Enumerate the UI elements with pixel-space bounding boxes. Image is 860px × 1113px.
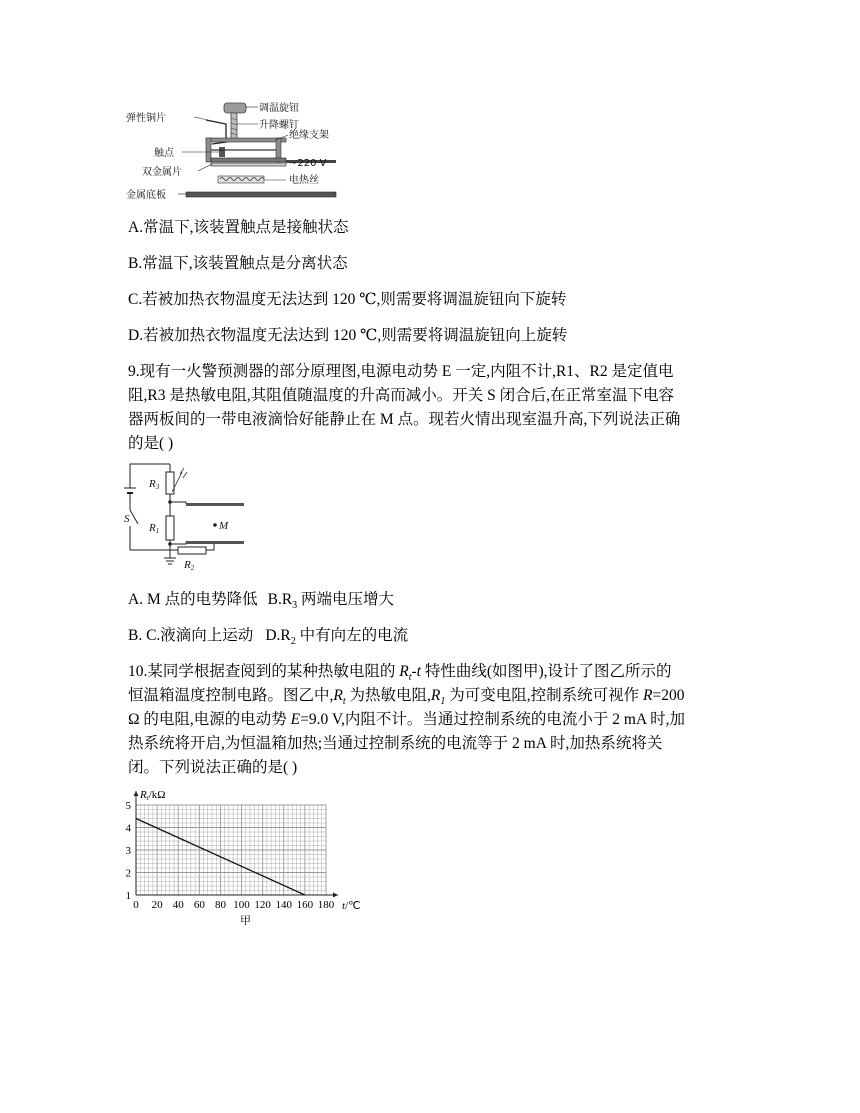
q9-stem-line-4: 的是( )	[128, 435, 174, 452]
switch-s	[130, 510, 138, 524]
x-tick-label: 120	[254, 899, 271, 911]
capacitor-top-plate	[186, 503, 244, 506]
q8-option-a: A.常温下,该装置触点是接触状态	[128, 219, 349, 236]
chart-xlabel: t/℃	[342, 900, 361, 912]
y-tick-label: 2	[125, 867, 131, 880]
x-tick-label: 40	[172, 899, 184, 911]
q10-stem-line-5: 闭。下列说法正确的是( )	[128, 759, 298, 776]
bimetal-strip	[211, 158, 286, 162]
x-tick-label: 60	[193, 899, 205, 911]
label-contact: 触点	[154, 148, 174, 159]
label-base: 金属底板	[126, 190, 166, 201]
label-screw: 升降螺钉	[259, 120, 299, 131]
label-r3: R3	[149, 478, 160, 491]
q10-stem-line-1: 10.某同学根据查阅到的某种热敏电阻的 $R_t-t$ 特性曲线(如图甲),设计了图乙所示的	[128, 663, 672, 684]
q9-stem-line-2: 阻,R3 是热敏电阻,其阻值随温度的升高而减小。开关 S 闭合后,在正常室温下电容	[128, 387, 674, 404]
fire-alarm-circuit	[122, 458, 252, 578]
q9-options-cd	[128, 625, 408, 653]
q8-option-c: C.若被加热衣物温度无法达到 120 ℃,则需要将调温旋钮向下旋转	[128, 291, 567, 308]
label-bimetal: 双金属片	[142, 167, 182, 178]
metal-base-plate	[186, 192, 336, 197]
chart-caption: 甲	[240, 915, 251, 927]
label-s: S	[124, 513, 130, 525]
label-m: M	[219, 520, 229, 532]
q10-stem-line-3: Ω 的电阻,电源的电动势 E=9.0 V,内阻不计。当通过控制系统的电流小于 2 mA 时,加	[128, 711, 686, 728]
label-voltage: ~220 V	[289, 158, 327, 169]
resistor-r2	[178, 547, 206, 554]
label-knob: 调温旋钮	[259, 103, 299, 114]
capacitor-bottom-plate	[186, 541, 244, 544]
x-tick-label: 100	[233, 899, 250, 911]
q9-options-ab	[128, 589, 394, 617]
label-r1: R1	[149, 522, 160, 535]
x-axis-arrow	[333, 893, 338, 898]
label-support: 绝缘支架	[289, 130, 329, 141]
q9-option-a: A. M 点的电势降低	[128, 591, 258, 608]
q9-option-d: $D.R_2$ 中有向左的电流	[265, 627, 409, 648]
q9-option-c: B. C.液滴向上运动	[128, 627, 254, 644]
q9-stem-line-3: 器两板间的一带电液滴恰好能静止在 M 点。现若火情出现室温升高,下列说法正确	[128, 411, 681, 428]
x-tick-label: 140	[275, 899, 293, 911]
q9-stem-line-1: 9.现有一火警预测器的部分原理图,电源电动势 E 一定,内阻不计,R1、R2 是定值电	[128, 363, 674, 380]
x-tick-label: 20	[151, 899, 163, 911]
x-tick-label: 160	[296, 899, 314, 911]
x-tick-label: 0	[133, 899, 139, 911]
chart-ylabel: Rt/kΩ	[140, 789, 166, 802]
chart-grid	[136, 805, 326, 895]
q8-option-d: D.若被加热衣物温度无法达到 120 ℃,则需要将调温旋钮向上旋转	[128, 327, 568, 344]
q9-option-b: $B.R_3$ 两端电压增大	[267, 591, 395, 612]
x-tick-label: 80	[214, 899, 226, 911]
thermostat-diagram	[126, 100, 366, 204]
y-tick-label: 1	[125, 890, 131, 902]
y-tick-label: 4	[125, 822, 131, 835]
y-tick-label: 3	[125, 845, 131, 857]
temperature-knob	[224, 103, 246, 113]
x-tick-label: 180	[317, 899, 335, 911]
resistor-r1	[166, 516, 174, 540]
point-m	[213, 523, 217, 527]
y-axis-arrow	[134, 791, 139, 796]
lift-screw	[231, 113, 237, 141]
q10-stem-line-4: 热系统将开启,为恒温箱加热;当通过控制系统的电流等于 2 mA 时,加热系统将关	[128, 735, 663, 752]
heating-wire	[218, 176, 264, 183]
insulating-support	[206, 138, 286, 142]
q10-stem-line-2: 恒温箱温度控制电路。图乙中$,R_t$ 为热敏电阻$,R_1$ 为可变电阻,控制系统可视作 R=200	[128, 687, 685, 708]
label-copper: 弹性铜片	[126, 113, 166, 124]
q8-option-b: B.常温下,该装置触点是分离状态	[128, 255, 348, 272]
y-tick-label: 5	[125, 800, 131, 812]
contact-point	[219, 147, 225, 157]
thermistor-chart	[120, 782, 380, 932]
label-r2: R2	[184, 559, 195, 572]
label-wire: 电热丝	[289, 175, 319, 186]
